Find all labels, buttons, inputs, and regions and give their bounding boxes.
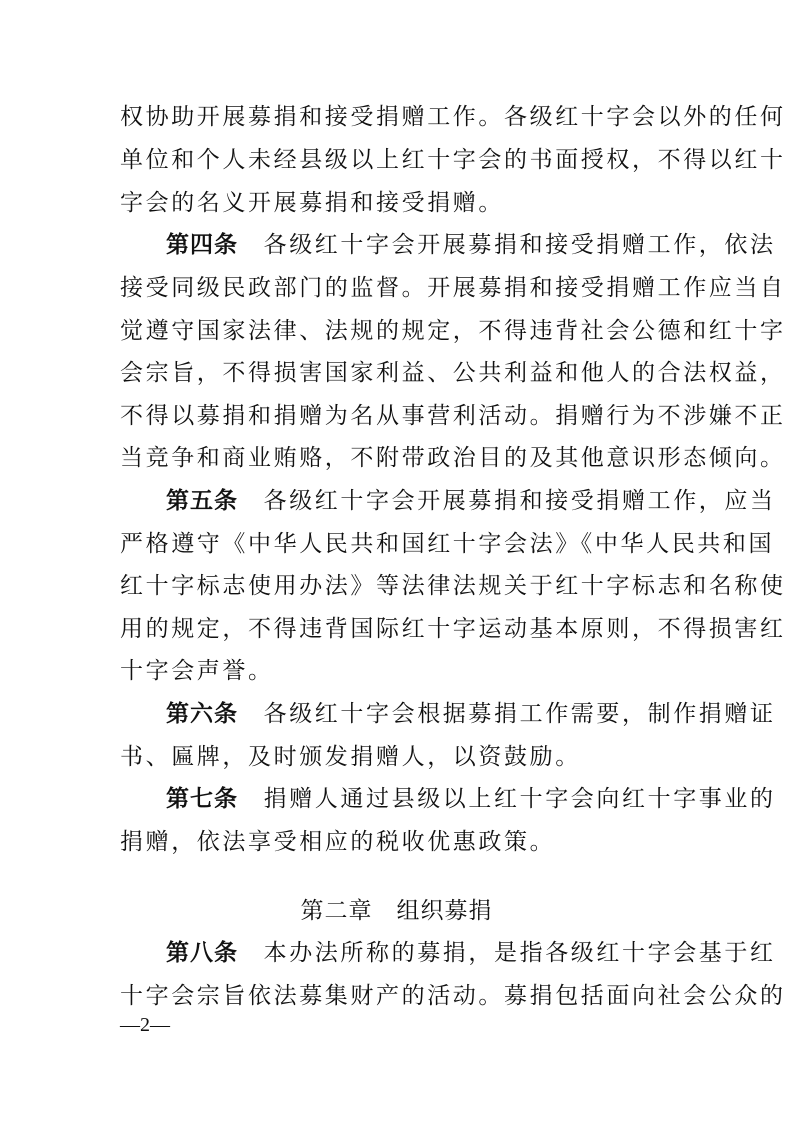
paragraph-line: 单位和个人未经县级以上红十字会的书面授权，不得以红十 bbox=[120, 147, 786, 173]
article-8-text: 本办法所称的募捐，是指各级红十字会基于红 bbox=[263, 940, 776, 966]
paragraph-line: 捐赠，依法享受相应的税收优惠政策。 bbox=[120, 829, 556, 855]
paragraph-line: 十字会宗旨依法募集财产的活动。募捐包括面向社会公众的 bbox=[120, 983, 786, 1009]
paragraph-line: 十字会声誉。 bbox=[120, 658, 274, 684]
article-7-text: 捐赠人通过县级以上红十字会向红十字事业的 bbox=[263, 786, 776, 812]
article-4-heading: 第四条 bbox=[166, 232, 238, 258]
article-7-heading: 第七条 bbox=[166, 786, 238, 812]
article-6-text: 各级红十字会根据募捐工作需要，制作捐赠证 bbox=[263, 701, 776, 727]
article-8-first-line bbox=[166, 938, 776, 968]
article-4-first-line bbox=[166, 230, 776, 260]
article-8-heading: 第八条 bbox=[166, 940, 238, 966]
article-5-text: 各级红十字会开展募捐和接受捐赠工作，应当 bbox=[263, 488, 776, 514]
paragraph-line: 用的规定，不得违背国际红十字运动基本原则，不得损害红 bbox=[120, 616, 786, 642]
paragraph-line: 权协助开展募捐和接受捐赠工作。各级红十字会以外的任何 bbox=[120, 104, 786, 130]
article-6-first-line bbox=[166, 699, 776, 729]
chapter-title: 第二章 组织募捐 bbox=[300, 898, 493, 924]
article-6-heading: 第六条 bbox=[166, 701, 238, 727]
article-7-first-line bbox=[166, 784, 776, 814]
paragraph-line: 觉遵守国家法律、法规的规定，不得违背社会公德和红十字 bbox=[120, 318, 786, 344]
article-5-heading: 第五条 bbox=[166, 488, 238, 514]
paragraph-line: 严格遵守《中华人民共和国红十字会法》《中华人民共和国 bbox=[120, 531, 775, 557]
paragraph-line: 字会的名义开展募捐和接受捐赠。 bbox=[120, 190, 504, 216]
paragraph-line: 当竞争和商业贿赂，不附带政治目的及其他意识形态倾向。 bbox=[120, 445, 786, 471]
paragraph-line: 会宗旨，不得损害国家利益、公共利益和他人的合法权益， bbox=[120, 360, 786, 386]
paragraph-line: 接受同级民政部门的监督。开展募捐和接受捐赠工作应当自 bbox=[120, 275, 786, 301]
paragraph-line: 不得以募捐和捐赠为名从事营利活动。捐赠行为不涉嫌不正 bbox=[120, 403, 786, 429]
paragraph-line: 红十字标志使用办法》等法律法规关于红十字标志和名称使 bbox=[120, 573, 786, 599]
article-4-text: 各级红十字会开展募捐和接受捐赠工作，依法 bbox=[263, 232, 776, 258]
page-number: —2— bbox=[120, 1014, 170, 1036]
paragraph-line: 书、匾牌，及时颁发捐赠人，以资鼓励。 bbox=[120, 744, 581, 770]
article-5-first-line bbox=[166, 486, 776, 516]
